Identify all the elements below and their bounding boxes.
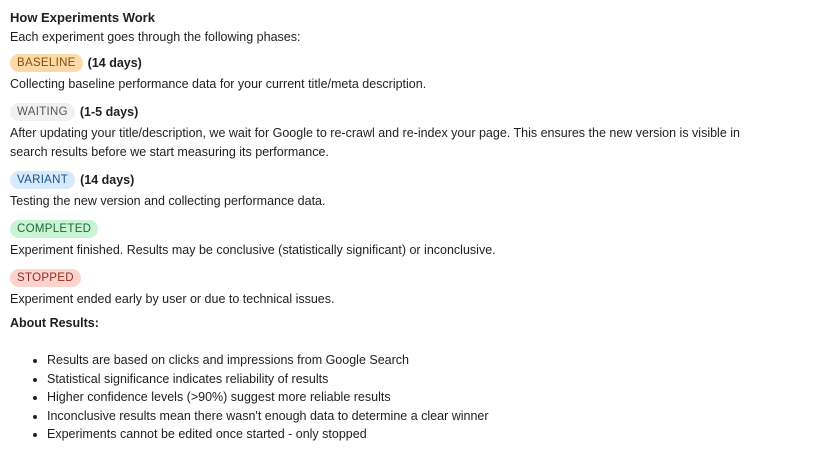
phase-completed xyxy=(10,219,818,260)
phase-duration: (1-5 days) xyxy=(79,105,139,119)
results-list xyxy=(10,351,818,444)
phase-description: Testing the new version and collecting performance data. xyxy=(10,194,326,208)
status-badge-completed: COMPLETED xyxy=(10,220,98,238)
phase-description: Experiment finished. Results may be conclusive (statistically significant) or inconclusive. xyxy=(10,243,496,257)
phase-description: Experiment ended early by user or due to technical issues. xyxy=(10,292,335,306)
about-results-heading: About Results: xyxy=(10,316,99,330)
status-badge-stopped: STOPPED xyxy=(10,269,81,287)
status-badge-waiting: WAITING xyxy=(10,103,75,121)
phase-waiting xyxy=(10,102,818,162)
phase-stopped xyxy=(10,268,818,309)
phase-variant xyxy=(10,170,818,211)
section-title: How Experiments Work xyxy=(10,10,155,25)
status-badge-variant: VARIANT xyxy=(10,171,75,189)
list-item: Higher confidence levels (>90%) suggest more reliable results xyxy=(47,388,818,407)
phase-baseline xyxy=(10,53,818,94)
intro-text: Each experiment goes through the following phases: xyxy=(10,30,301,44)
phase-description: Collecting baseline performance data for your current title/meta description. xyxy=(10,77,427,91)
list-item: Statistical significance indicates reliability of results xyxy=(47,370,818,389)
status-badge-baseline: BASELINE xyxy=(10,54,83,72)
phase-duration: (14 days) xyxy=(87,56,142,70)
phase-duration: (14 days) xyxy=(80,173,135,187)
list-item: Experiments cannot be edited once started - only stopped xyxy=(47,425,818,444)
list-item: Results are based on clicks and impressions from Google Search xyxy=(47,351,818,370)
phase-description: After updating your title/description, we wait for Google to re-crawl and re-index your page. This ensures the new version is visible in search results before we start measuring its performance. xyxy=(10,126,740,159)
list-item: Inconclusive results mean there wasn't enough data to determine a clear winner xyxy=(47,407,818,426)
